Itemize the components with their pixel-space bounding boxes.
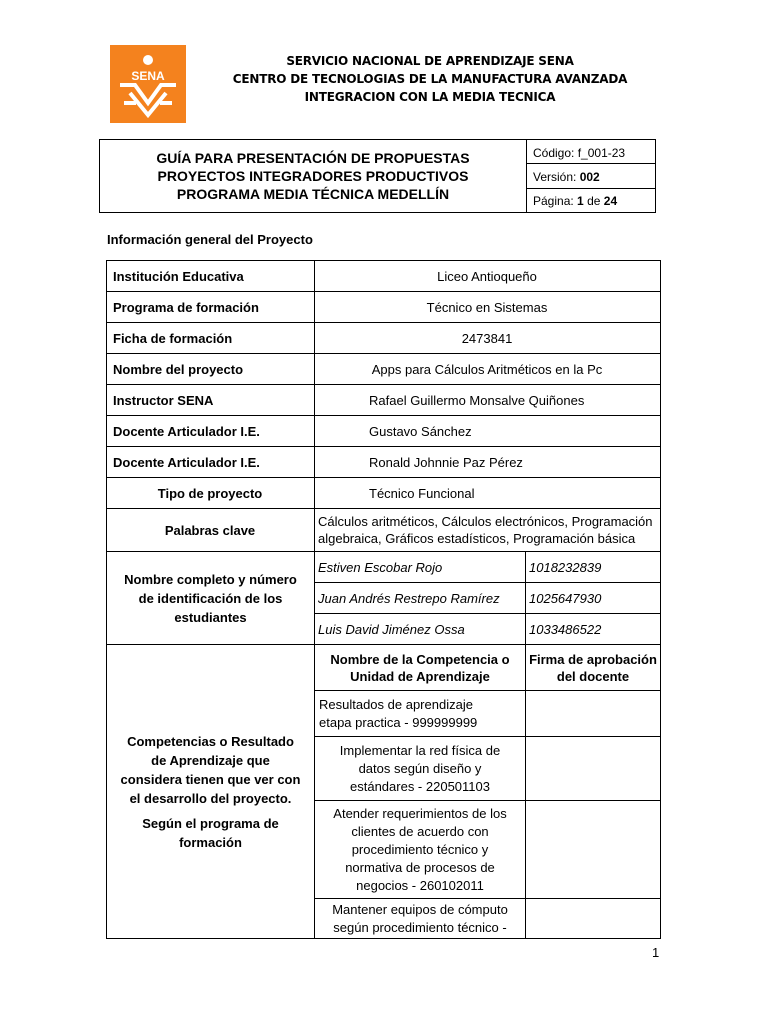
pagina-label: Página: [533,194,574,209]
col1-line-2: Unidad de Aprendizaje [350,669,490,684]
palabras-line-1: Cálculos aritméticos, Cálculos electrónicos, Programación [318,514,653,529]
students-label-line-2: de identificación de los [138,591,283,606]
student-name: Luis David Jiménez Ossa [315,614,526,645]
students-label [107,552,315,645]
students-label-line-3: estudiantes [174,610,247,625]
title-line-1: GUÍA PARA PRESENTACIÓN DE PROPUESTAS [156,150,470,166]
version-value: 002 [579,169,600,184]
table-row [107,509,661,552]
org-line-3: INTEGRACION CON LA MEDIA TECNICA [304,90,556,104]
competencia-line: según procedimiento técnico - [333,920,507,935]
logo-text: SENA [131,69,165,83]
pagina-total: 24 [603,194,618,209]
title-line-3: PROGRAMA MEDIA TÉCNICA MEDELLÍN [176,186,450,202]
programa-value: Técnico en Sistemas [315,292,661,323]
competencia-line: Atender requerimientos de los [333,806,507,821]
programa-label: Programa de formación [107,292,315,323]
competencia-item [315,899,526,939]
firma-cell [526,691,661,737]
org-line-2: CENTRO DE TECNOLOGIAS DE LA MANUFACTURA AVANZADA [232,72,628,86]
student-name: Estiven Escobar Rojo [315,552,526,583]
instructor-label: Instructor SENA [107,385,315,416]
docente-1-value: Gustavo Sánchez [315,416,661,447]
docente-2-label: Docente Articulador I.E. [107,447,315,478]
nombre-proyecto-label: Nombre del proyecto [107,354,315,385]
competencia-item [315,691,526,737]
competencia-line: clientes de acuerdo con [351,824,489,839]
nombre-proyecto-value: Apps para Cálculos Aritméticos en la Pc [315,354,661,385]
competencia-column-header [315,645,526,691]
competencia-line: datos según diseño y [358,761,482,776]
competencias-label-line-4: el desarrollo del proyecto. [129,791,292,806]
student-id: 1025647930 [526,583,661,614]
document-title [100,140,527,213]
table-row [107,292,661,323]
palabras-line-2: algebraica, Gráficos estadísticos, Programación básica [318,531,636,546]
table-row [107,645,661,691]
title-line-2: PROYECTOS INTEGRADORES PRODUCTIVOS [157,168,469,184]
competencias-label-line-1: Competencias o Resultado [127,734,294,749]
firma-cell [526,737,661,801]
table-row [107,416,661,447]
col2-line-2: del docente [556,669,630,684]
table-row [107,323,661,354]
project-info-table [106,260,661,939]
table-row [107,552,661,583]
student-id: 1033486522 [526,614,661,645]
students-label-line-1: Nombre completo y número [124,572,297,587]
section-title: Información general del Proyecto [107,232,313,247]
competencia-line: Implementar la red física de [339,743,501,758]
col2-line-1: Firma de aprobación [529,652,657,667]
ficha-value: 2473841 [315,323,661,354]
docente-2-value: Ronald Johnnie Paz Pérez [315,447,661,478]
codigo-cell [527,140,656,164]
competencia-line: etapa practica - 999999999 [319,715,478,730]
firma-cell [526,801,661,899]
table-row [107,385,661,416]
ficha-label: Ficha de formación [107,323,315,354]
table-row [107,261,661,292]
table-row [107,478,661,509]
institucion-label: Institución Educativa [107,261,315,292]
organization-header [230,52,630,106]
palabras-label: Palabras clave [107,509,315,552]
competencia-line: Mantener equipos de cómputo [332,902,508,917]
competencia-line: negocios - 260102011 [356,878,484,893]
competencia-line: estándares - 220501103 [350,779,490,794]
pagina-value: 1 [577,194,584,209]
competencia-line: Resultados de aprendizaje [319,697,473,712]
competencias-label-line-5: Según el programa de [142,816,279,831]
competencia-item [315,737,526,801]
instructor-value: Rafael Guillermo Monsalve Quiñones [315,385,661,416]
table-row [107,354,661,385]
student-id: 1018232839 [526,552,661,583]
codigo-value: f_001-23 [577,145,626,160]
competencia-item [315,801,526,899]
competencias-label-line-3: considera tienen que ver con [120,772,301,787]
competencias-label [107,645,315,939]
page-number: 1 [652,945,660,960]
col1-line-1: Nombre de la Competencia o [330,652,510,667]
firma-cell [526,899,661,939]
tipo-label: Tipo de proyecto [107,478,315,509]
docente-1-label: Docente Articulador I.E. [107,416,315,447]
pagina-cell [527,188,656,212]
institucion-value: Liceo Antioqueño [315,261,661,292]
org-line-1: SERVICIO NACIONAL DE APRENDIZAJE SENA [286,54,574,68]
title-block [99,139,656,213]
table-row [107,447,661,478]
competencias-label-line-6: formación [179,835,242,850]
firma-column-header [526,645,661,691]
palabras-value [315,509,661,552]
pagina-of: de [587,194,601,209]
competencias-label-line-2: de Aprendizaje que [151,753,270,768]
competencia-line: procedimiento técnico y [351,842,489,857]
tipo-value: Técnico Funcional [315,478,661,509]
sena-logo [110,45,186,123]
student-name: Juan Andrés Restrepo Ramírez [315,583,526,614]
codigo-label: Código: [533,145,575,160]
version-cell [527,164,656,188]
competencia-line: normativa de procesos de [345,860,495,875]
version-label: Versión: [533,169,577,184]
